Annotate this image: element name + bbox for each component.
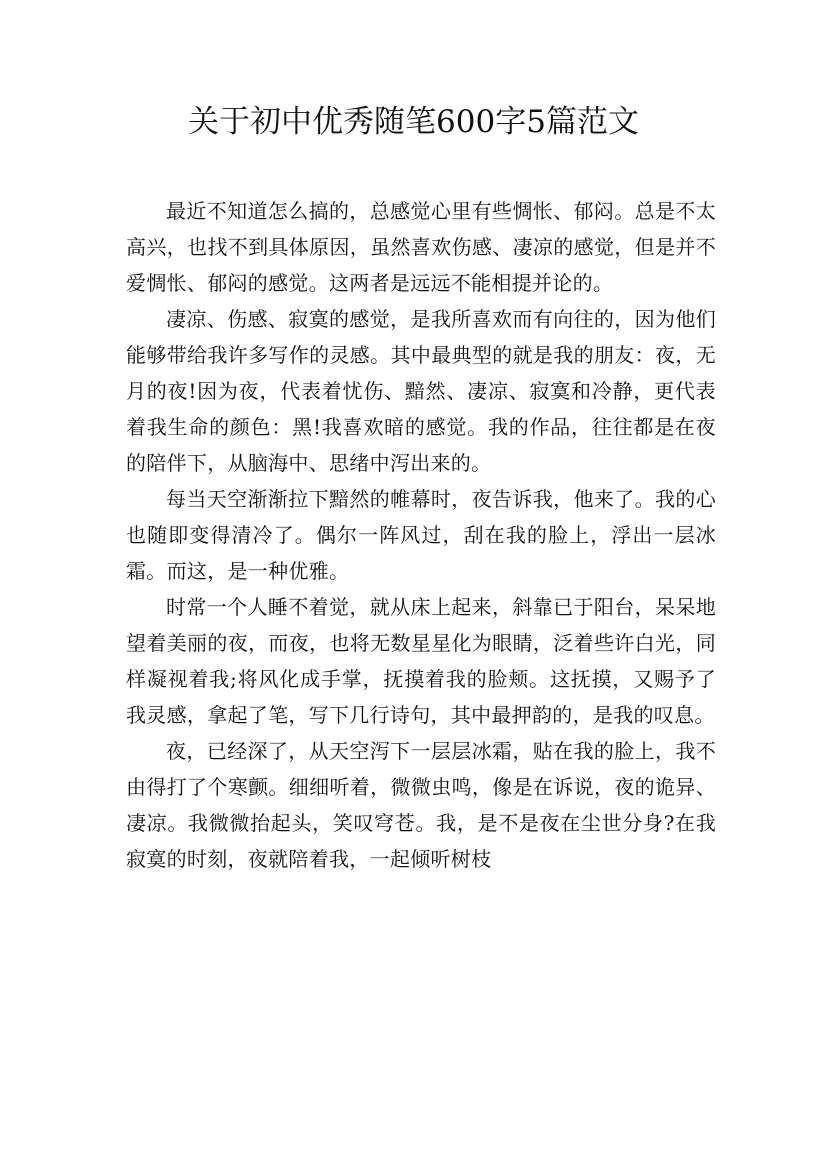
document-title: 关于初中优秀随笔600字5篇范文 xyxy=(188,104,639,140)
paragraph-2: 凄凉、伤感、寂寞的感觉，是我所喜欢而有向往的，因为他们能够带给我许多写作的灵感。其中最典型的就是我的朋友：夜，无月的夜!因为夜，代表着忧伤、黯然、凄凉、寂寞和冷静，更代表着我生命的颜色：黑!我喜欢暗的感觉。我的作品，往往都是在夜的陪伴下，从脑海中、思绪中泻出来的。 xyxy=(126,307,716,475)
paragraph-5: 夜，已经深了，从天空泻下一层层冰霜，贴在我的脸上，我不由得打了个寒颤。细细听着，微微虫鸣，像是在诉说，夜的诡异、凄凉。我微微抬起头，笑叹穹苍。我，是不是夜在尘世分身?在我寂寞的时刻，夜就陪着我，一起倾听树枝 xyxy=(126,739,716,871)
paragraph-3: 每当天空渐渐拉下黯然的帷幕时，夜告诉我，他来了。我的心也随即变得清冷了。偶尔一阵风过，刮在我的脸上，浮出一层冰霜。而这，是一种优雅。 xyxy=(126,487,716,583)
paragraph-4: 时常一个人睡不着觉，就从床上起来，斜靠已于阳台，呆呆地望着美丽的夜，而夜，也将无数星星化为眼睛，泛着些许白光，同样凝视着我;将风化成手掌，抚摸着我的脸颊。这抚摸，又赐予了我灵感，拿起了笔，写下几行诗句，其中最押韵的，是我的叹息。 xyxy=(126,595,716,727)
paragraph-1: 最近不知道怎么搞的，总感觉心里有些惆怅、郁闷。总是不太高兴，也找不到具体原因，虽然喜欢伤感、凄凉的感觉，但是并不爱惆怅、郁闷的感觉。这两者是远远不能相提并论的。 xyxy=(126,199,716,295)
document-body xyxy=(126,193,716,877)
